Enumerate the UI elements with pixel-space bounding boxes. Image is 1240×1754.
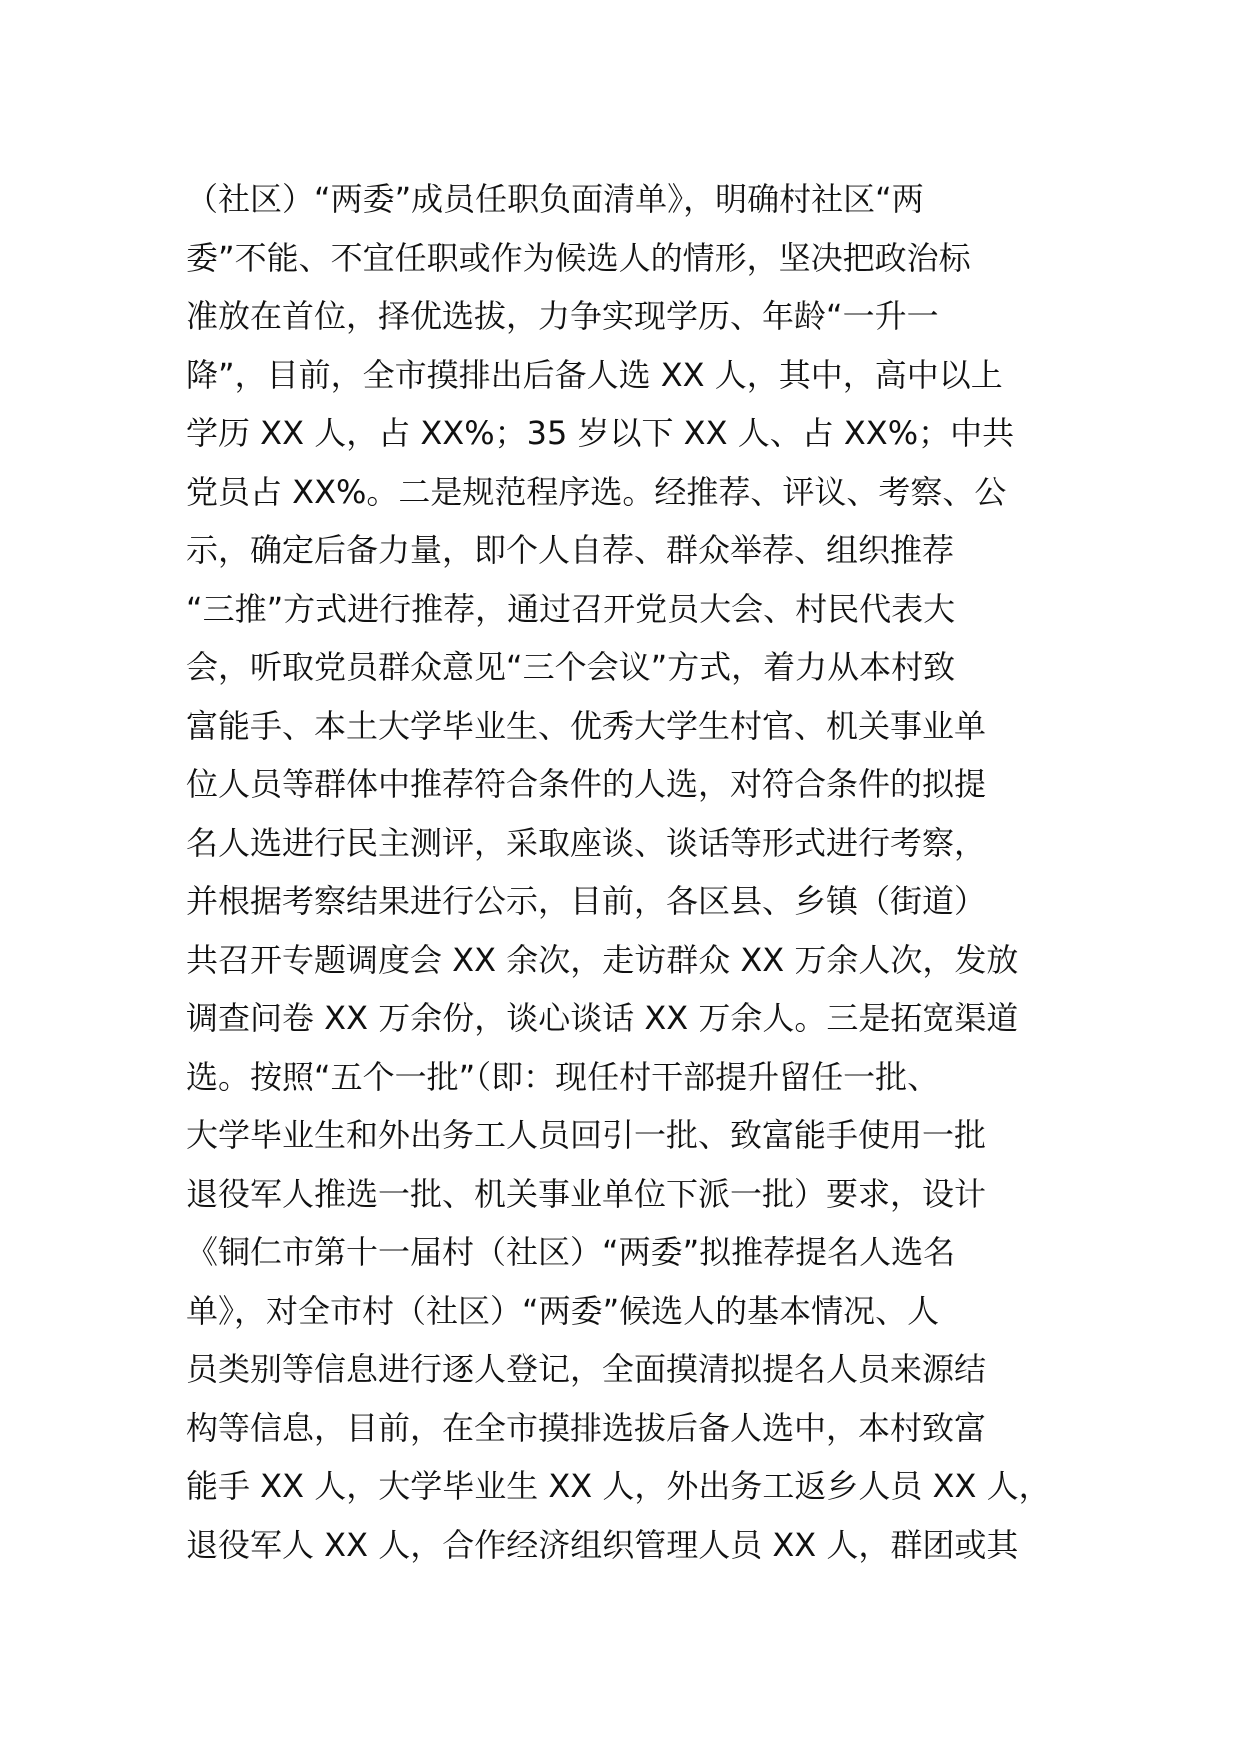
text-line: 能手 XX 人，大学毕业生 XX 人，外出务工返乡人员 XX 人， (186, 1467, 1051, 1505)
body-paragraph (186, 170, 1086, 1574)
text-line: 调查问卷 XX 万余份，谈心谈话 XX 万余人。三是拓宽渠道 (186, 999, 1019, 1037)
text-line: 构等信息，目前，在全市摸排选拔后备人选中，本村致富 (186, 1408, 987, 1447)
text-line: 共召开专题调度会 XX 余次，走访群众 XX 万余人次，发放 (186, 940, 1019, 979)
text-line: “三推”方式进行推荐，通过召开党员大会、村民代表大 (186, 589, 956, 628)
text-line: 会，听取党员群众意见“三个会议”方式，着力从本村致 (186, 648, 956, 686)
text-line: 退役军人 XX 人，合作经济组织管理人员 XX 人，群团或其 (186, 1525, 1019, 1564)
text-line: 员类别等信息进行逐人登记，全面摸清拟提名人员来源结 (186, 1350, 987, 1388)
text-line: 大学毕业生和外出务工人员回引一批、致富能手使用一批 (186, 1116, 987, 1154)
text-line: 位人员等群体中推荐符合条件的人选，对符合条件的拟提 (186, 765, 987, 803)
text-line: 名人选进行民主测评，采取座谈、谈话等形式进行考察， (186, 823, 987, 862)
text-line: 富能手、本土大学毕业生、优秀大学生村官、机关事业单 (186, 706, 987, 745)
text-line: 党员占 XX%。二是规范程序选。经推荐、评议、考察、公 (186, 472, 1007, 511)
text-line: 选。按照“五个一批”（即：现任村干部提升留任一批、 (186, 1057, 940, 1096)
text-line: 退役军人推选一批、机关事业单位下派一批）要求，设计 (186, 1174, 987, 1213)
text-line: 并根据考察结果进行公示，目前，各区县、乡镇（街道） (186, 882, 987, 920)
text-line: 学历 XX 人，占 XX%；35 岁以下 XX 人、占 XX%；中共 (186, 414, 1015, 452)
text-line: 准放在首位，择优选拔，力争实现学历、年龄“一升一 (186, 297, 939, 335)
text-line: 委”不能、不宜任职或作为候选人的情形，坚决把政治标 (186, 238, 971, 277)
text-line: 单》，对全市村（社区）“两委”候选人的基本情况、人 (186, 1291, 940, 1330)
text-line: 《铜仁市第十一届村（社区）“两委”拟推荐提名人选名 (186, 1233, 956, 1271)
text-line: 示，确定后备力量，即个人自荐、群众举荐、组织推荐 (186, 531, 955, 569)
text-line: 降”，目前，全市摸排出后备人选 XX 人，其中，高中以上 (186, 355, 1003, 394)
text-line: （社区）“两委”成员任职负面清单》，明确村社区“两 (186, 180, 924, 218)
